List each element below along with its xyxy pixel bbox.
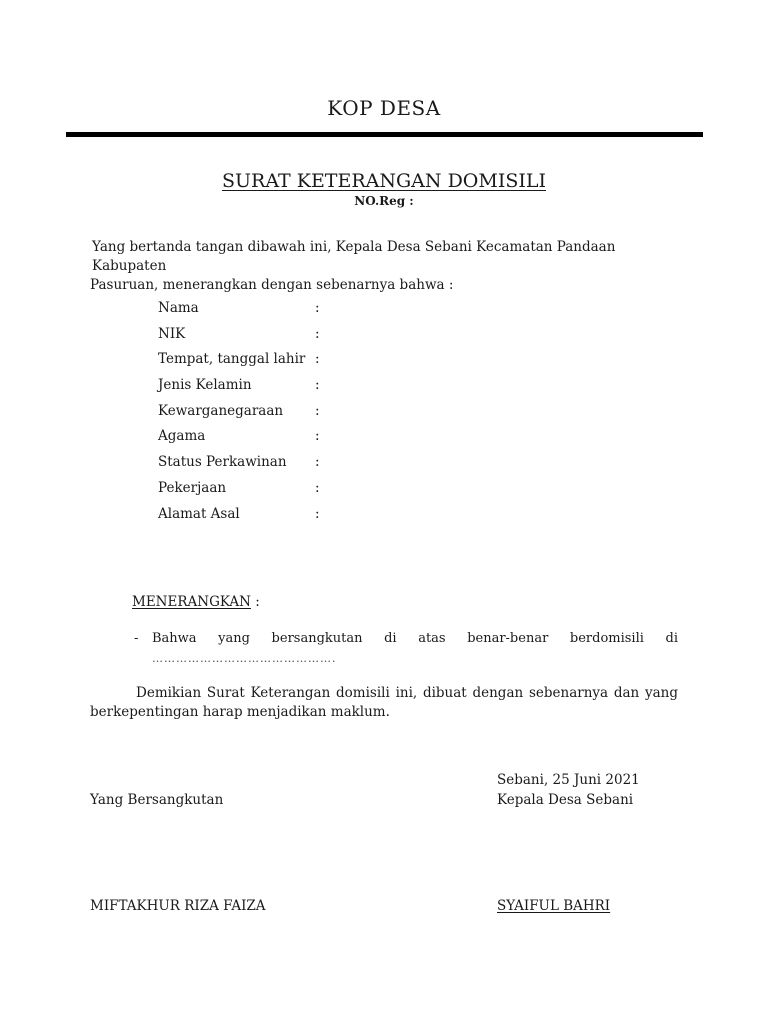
letterhead-divider bbox=[66, 132, 703, 137]
field-colon: : bbox=[315, 351, 320, 368]
menerangkan-colon: : bbox=[250, 594, 260, 610]
closing-line-1: Demikian Surat Keterangan domisili ini, dibuat dengan sebenarnya dan yang bbox=[136, 685, 678, 701]
field-row-status-perkawinan bbox=[158, 452, 458, 478]
closing-paragraph bbox=[90, 684, 678, 722]
field-row-nama bbox=[158, 298, 458, 324]
field-row-alamat-asal bbox=[158, 504, 458, 530]
field-label: Kewarganegaraan bbox=[158, 402, 284, 419]
field-colon: : bbox=[315, 377, 320, 394]
closing-line-2: berkepentingan harap menjadikan maklum. bbox=[90, 704, 390, 720]
field-colon: : bbox=[315, 505, 320, 522]
document-title: SURAT KETERANGAN DOMISILI bbox=[222, 170, 546, 192]
intro-paragraph bbox=[90, 238, 680, 295]
letterhead-title: KOP DESA bbox=[327, 96, 441, 120]
identity-fields bbox=[158, 298, 458, 529]
field-row-tempat-tanggal-lahir bbox=[158, 349, 458, 375]
intro-line-2: Pasuruan, menerangkan dengan sebenarnya bahwa : bbox=[90, 277, 454, 293]
field-colon: : bbox=[315, 428, 320, 445]
field-colon: : bbox=[315, 479, 320, 496]
bullet-dash-icon: - bbox=[134, 631, 139, 646]
registration-number-label: NO.Reg : bbox=[354, 194, 414, 208]
field-row-nik bbox=[158, 324, 458, 350]
village-head-name: SYAIFUL BAHRI bbox=[497, 898, 611, 914]
field-colon: : bbox=[315, 402, 320, 419]
field-row-agama bbox=[158, 426, 458, 452]
field-colon: : bbox=[315, 300, 320, 316]
field-label: Status Perkawinan bbox=[158, 454, 287, 471]
menerangkan-heading bbox=[132, 594, 260, 610]
menerangkan-label: MENERANGKAN bbox=[132, 594, 251, 610]
intro-line-1: Yang bertanda tangan dibawah ini, Kepala Desa Sebani Kecamatan Pandaan Kabupaten bbox=[92, 239, 616, 274]
field-row-pekerjaan bbox=[158, 478, 458, 504]
statement-text: Bahwa yang bersangkutan di atas benar-benar berdomisili di bbox=[152, 631, 678, 646]
field-colon: : bbox=[315, 454, 320, 471]
field-label: Tempat, tanggal lahir bbox=[158, 351, 306, 368]
place-date: Sebani, 25 Juni 2021 bbox=[497, 772, 640, 788]
field-row-kewarganegaraan bbox=[158, 401, 458, 427]
field-label: Nama bbox=[158, 300, 199, 316]
field-row-jenis-kelamin bbox=[158, 375, 458, 401]
field-label: Jenis Kelamin bbox=[158, 377, 252, 394]
field-colon: : bbox=[315, 325, 320, 342]
applicant-name: MIFTAKHUR RIZA FAIZA bbox=[90, 898, 266, 914]
field-label: NIK bbox=[158, 325, 186, 342]
field-label: Alamat Asal bbox=[158, 505, 240, 522]
field-label: Agama bbox=[158, 428, 206, 445]
field-label: Pekerjaan bbox=[158, 479, 227, 496]
applicant-signature-label: Yang Bersangkutan bbox=[90, 792, 224, 808]
statement-blank-dots: ………………………………………. bbox=[152, 652, 337, 665]
village-head-signature-label: Kepala Desa Sebani bbox=[497, 792, 634, 808]
